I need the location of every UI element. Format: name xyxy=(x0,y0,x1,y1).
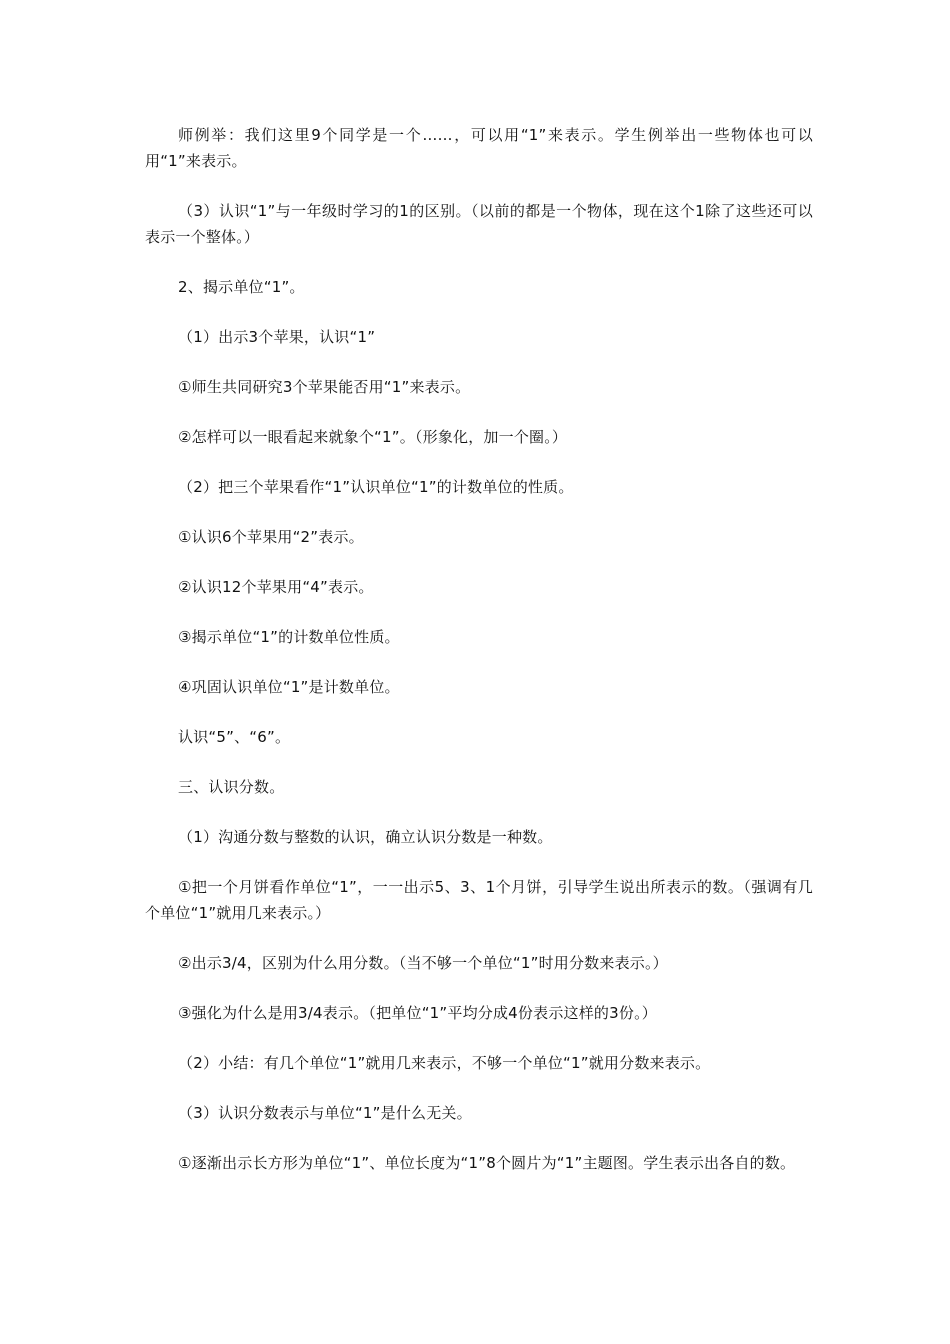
paragraph-link-fractions-integers: （1）沟通分数与整数的认识，确立认识分数是一种数。 xyxy=(178,828,553,846)
list-item-mooncake: ①把一个月饼看作单位“1”，一一出示5、3、1个月饼，引导学生说出所表示的数。（强调有几个单位“1”就用几来表示。） xyxy=(145,878,813,922)
list-item-six-apples: ①认识6个苹果用“2”表示。 xyxy=(178,528,364,546)
list-item-study-apples: ①师生共同研究3个苹果能否用“1”来表示。 xyxy=(178,378,471,396)
list-item-reveal-property: ③揭示单位“1”的计数单位性质。 xyxy=(178,628,400,646)
heading-reveal-unit-one: 2、揭示单位“1”。 xyxy=(178,278,305,296)
list-item-rectangle-unit: ①逐渐出示长方形为单位“1”、单位长度为“1”8个圆片为“1”主题图。学生表示出各自的数。 xyxy=(178,1154,796,1172)
list-item-consolidate: ④巩固认识单位“1”是计数单位。 xyxy=(178,678,400,696)
paragraph-recognize-five-six: 认识“5”、“6”。 xyxy=(178,728,291,746)
paragraph-fraction-independent: （3）认识分数表示与单位“1”是什么无关。 xyxy=(178,1104,472,1122)
list-item-why-three-quarters: ③强化为什么是用3/4表示。（把单位“1”平均分成4份表示这样的3份。） xyxy=(178,1004,657,1022)
paragraph-three-apples: （1）出示3个苹果，认识“1” xyxy=(178,328,376,346)
paragraph-summary: （2）小结：有几个单位“1”就用几来表示，不够一个单位“1”就用分数来表示。 xyxy=(178,1054,711,1072)
list-item-twelve-apples: ②认识12个苹果用“4”表示。 xyxy=(178,578,374,596)
list-item-look-like-one: ②怎样可以一眼看起来就象个“1”。（形象化，加一个圈。） xyxy=(178,428,568,446)
heading-recognize-fractions: 三、认识分数。 xyxy=(178,778,285,796)
document-body xyxy=(145,122,813,1200)
list-item-show-three-quarters: ②出示3/4，区别为什么用分数。（当不够一个单位“1”时用分数来表示。） xyxy=(178,954,668,972)
paragraph-teacher-example: 师例举：我们这里9个同学是一个……，可以用“1”来表示。学生例举出一些物体也可以用“1”来表示。 xyxy=(145,126,813,170)
paragraph-counting-unit-nature: （2）把三个苹果看作“1”认识单位“1”的计数单位的性质。 xyxy=(178,478,574,496)
paragraph-difference-from-grade-one: （3）认识“1”与一年级时学习的1的区别。（以前的都是一个物体，现在这个1除了这些还可以表示一个整体。） xyxy=(145,202,813,246)
